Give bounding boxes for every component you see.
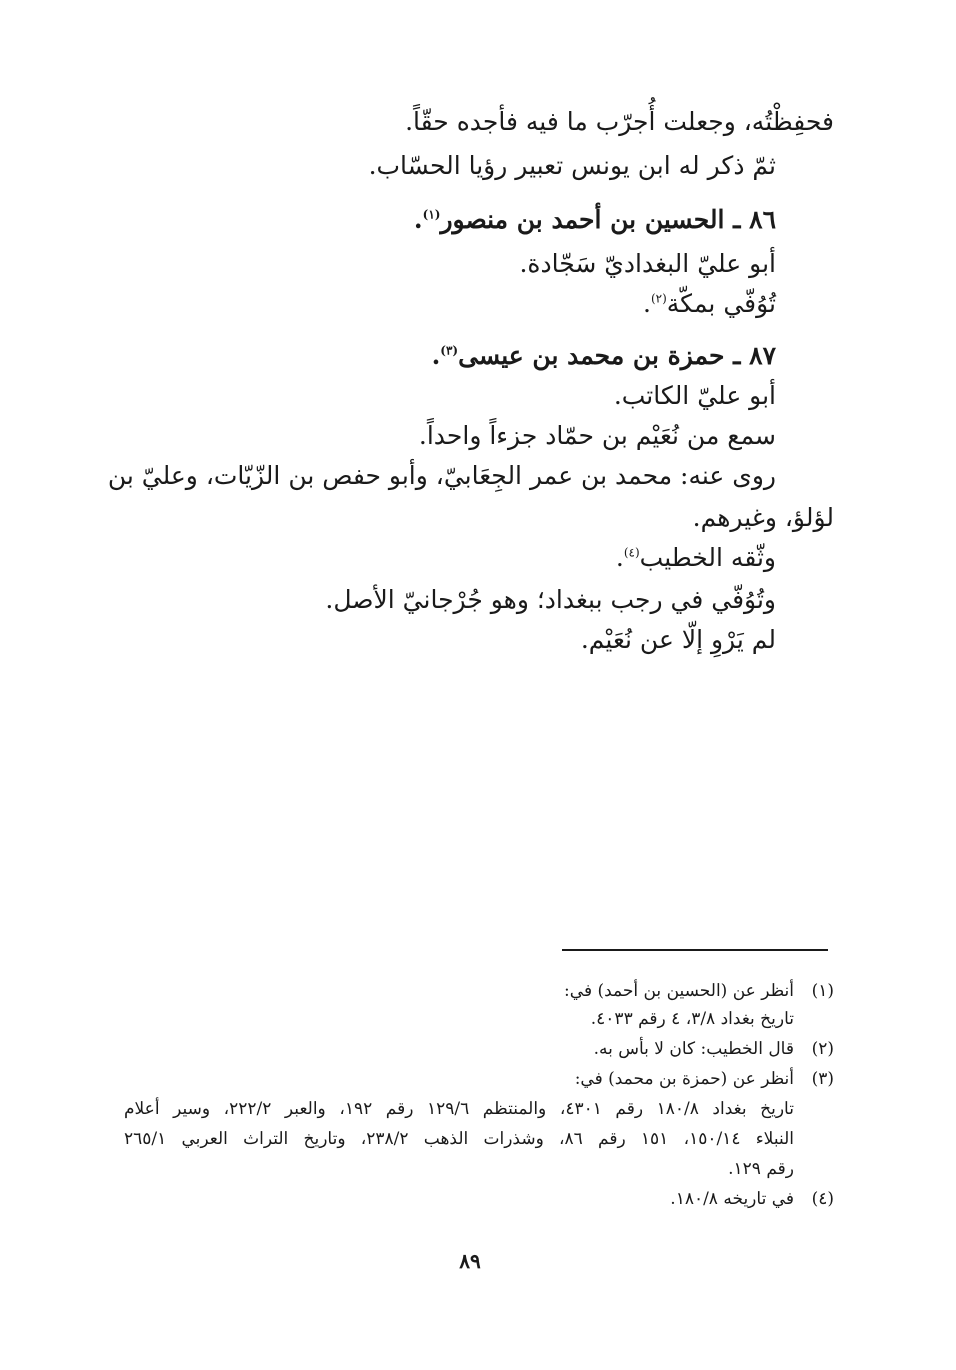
footnote-4: (٤)في تاريخه ١٨٠/٨.: [670, 1189, 834, 1209]
footnote-line: النبلاء ١٥٠/١٤، ١٥١ رقم ٨٦، وشذرات الذهب ٢٣٨/٢، وتاريخ التراث العربي ٢٦٥/١: [124, 1129, 794, 1149]
entry-87-line: لؤلؤ، وغيرهم.: [692, 503, 834, 532]
entry-87-line: وثّقه الخطيب$^{(٤)}$.: [615, 543, 776, 572]
entry-87-line: سمع من نُعَيْم بن حمّاد جزءاً واحداً.: [418, 421, 776, 450]
footnote-number: (٢): [811, 1039, 834, 1059]
footnote-line: تاريخ بغداد ١٨٠/٨ رقم ٤٣٠١، والمنتظم ١٢٩/٦ رقم ١٩٢، والعبر ٢٢٢/٢، وسير أعلام: [124, 1099, 794, 1119]
page-number: ٨٩: [459, 1249, 481, 1273]
entry-87-heading: ٨٧ ـ حمزة بن محمد بن عيسى$^{(٣)}$.: [431, 341, 776, 370]
entry-87-line: لم يَرْوِ إلّا عن نُعَيْم.: [580, 625, 776, 654]
entry-87-line: روى عنه: محمد بن عمر الجِعَابيّ، وأبو حفص بن الزّيّات، وعليّ بن: [107, 461, 776, 490]
entry-86-line: أبو عليّ البغداديّ سَجّادة.: [519, 249, 776, 278]
footnote-number: (٤): [811, 1189, 834, 1209]
footnote-3: (٣)أنظر عن (حمزة بن محمد) في:: [574, 1069, 834, 1089]
entry-87-line: أبو عليّ الكاتب.: [613, 381, 776, 410]
body-line: ثمّ ذكر له ابن يونس تعبير رؤيا الحسّاب.: [368, 151, 776, 180]
footnote-2: (٢)قال الخطيب: كان لا بأس به.: [593, 1039, 834, 1059]
entry-87-line: وتُوُفّي في رجب ببغداد؛ وهو جُرْجانيّ الأصل.: [325, 585, 776, 614]
footnote-ref: (١): [422, 207, 441, 222]
footnote-line: تاريخ بغداد ٣/٨، ٤ رقم ٤٠٣٣.: [590, 1009, 794, 1029]
body-line: فحفِظْتُه، وجعلت أُجرّب ما فيه فأجده حقّاً.: [405, 107, 834, 136]
footnote-line: رقم ١٢٩.: [728, 1159, 794, 1179]
footnote-1: (١)أنظر عن (الحسين بن أحمد) في:: [564, 981, 834, 1001]
footnote-number: (١): [811, 981, 834, 1001]
footnote-ref: (٢): [650, 291, 667, 306]
footnote-ref: (٤): [623, 545, 640, 560]
entry-86-heading: ٨٦ ـ الحسين بن أحمد بن منصور$^{(١)}$.: [413, 205, 776, 234]
footnote-number: (٣): [811, 1069, 834, 1089]
footnote-separator: [562, 949, 828, 951]
entry-86-line: تُوُفّي بمكّة$^{(٢)}$.: [642, 289, 776, 318]
footnote-ref: (٣): [440, 343, 459, 358]
